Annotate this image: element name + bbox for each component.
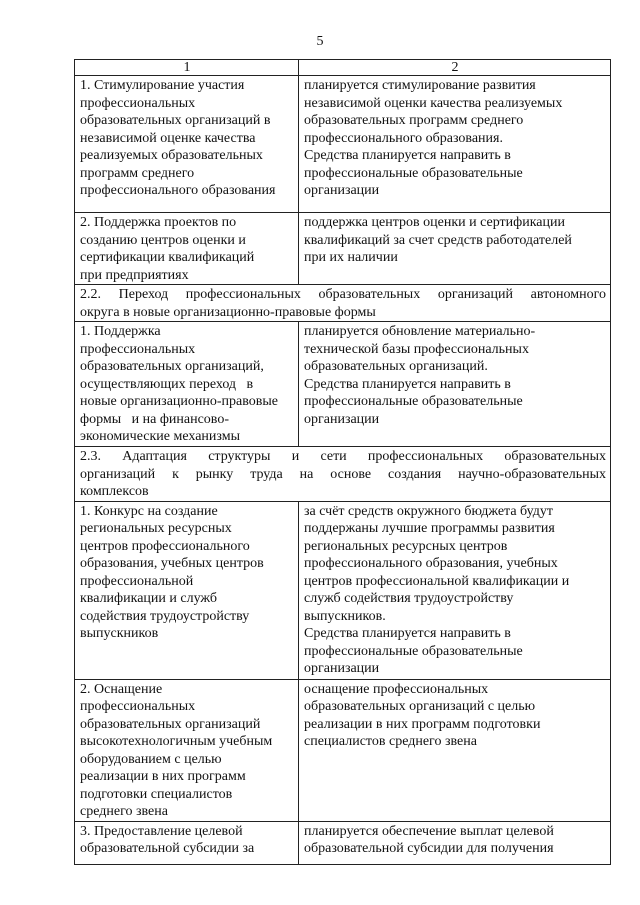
description-line: планируется стимулирование развития <box>304 78 536 93</box>
section-heading-line: 2.3. Адаптация структуры и сети профессиональных образовательных <box>80 449 606 464</box>
measure-line: новые организационно-правовые <box>80 394 278 409</box>
description-line: образовательной субсидии для получения <box>304 841 554 856</box>
table-row <box>75 213 611 285</box>
section-row <box>75 285 611 322</box>
description-line: Средства планируется направить в <box>304 148 511 163</box>
section-row <box>75 447 611 502</box>
description-line: планируется обновление материально- <box>304 324 536 339</box>
description-line: независимой оценки качества реализуемых <box>304 95 563 111</box>
measure-line: при предприятиях <box>80 267 189 283</box>
description-line: служб содействия трудоустройству <box>304 591 514 606</box>
description-line: Средства планируется направить в <box>304 376 511 392</box>
table-row <box>75 679 611 821</box>
description-cell <box>299 821 611 864</box>
table-header-row <box>75 60 611 76</box>
section-heading <box>75 447 611 502</box>
description-line: при их наличии <box>304 250 398 265</box>
description-line: организации <box>304 661 380 676</box>
table-row <box>75 821 611 864</box>
section-heading-line: 2.2. Переход профессиональных образовательных организаций автономного <box>80 287 606 302</box>
description-line: профессиональные образовательные <box>304 643 523 659</box>
measure-line: содействия трудоустройству <box>80 608 250 624</box>
description-line: региональных ресурсных центров <box>304 538 508 554</box>
measure-line: осуществляющих переход в <box>80 376 254 392</box>
description-line: поддержка центров оценки и сертификации <box>304 215 565 230</box>
table-row <box>75 322 611 447</box>
description-line: образовательных программ среднего <box>304 113 524 128</box>
table-row <box>75 76 611 213</box>
measure-line: реализации в них программ <box>80 769 246 784</box>
description-cell <box>299 76 611 213</box>
measure-line: профессионального образования <box>80 183 276 198</box>
description-line: выпускников. <box>304 608 386 624</box>
section-heading <box>75 285 611 322</box>
measure-line: высокотехнологичным учебным <box>80 734 273 749</box>
measure-line: 1. Поддержка <box>80 324 161 339</box>
column-header-2: 2 <box>299 60 611 76</box>
measure-cell <box>75 322 299 447</box>
description-line: профессиональные образовательные <box>304 394 523 409</box>
measure-line: центров профессионального <box>80 538 250 554</box>
description-line: квалификаций за счет средств работодателей <box>304 232 572 248</box>
column-header-1: 1 <box>75 60 299 76</box>
measure-line: квалификации и служб <box>80 591 218 606</box>
measure-line: 1. Стимулирование участия <box>80 78 245 93</box>
page-number: 5 <box>316 34 324 49</box>
description-line: специалистов среднего звена <box>304 734 477 749</box>
measure-line: выпускников <box>80 626 159 641</box>
description-line: центров профессиональной квалификации и <box>304 573 570 589</box>
measure-line: региональных ресурсных <box>80 521 232 536</box>
description-line: профессионального образования, учебных <box>304 556 558 571</box>
measure-line: образовательных организаций <box>80 716 261 732</box>
measure-line: 1. Конкурс на создание <box>80 503 218 519</box>
description-line: планируется обеспечение выплат целевой <box>304 823 554 839</box>
measure-line: 2. Оснащение <box>80 681 163 697</box>
description-line: реализации в них программ подготовки <box>304 716 541 732</box>
description-cell <box>299 679 611 821</box>
measure-line: среднего звена <box>80 804 168 819</box>
section-heading-line: организаций к рынку труда на основе создания научно-образовательных <box>80 466 606 482</box>
measure-line: профессиональных <box>80 95 196 111</box>
section-heading-line: округа в новые организационно-правовые формы <box>80 304 376 320</box>
description-line: образовательных организаций с целью <box>304 699 536 714</box>
measure-cell <box>75 501 299 679</box>
measure-line: профессиональной <box>80 573 194 589</box>
measure-line: подготовки специалистов <box>80 786 233 802</box>
measure-line: образовательных организаций, <box>80 359 264 374</box>
measure-line: образования, учебных центров <box>80 556 264 571</box>
table-row <box>75 501 611 679</box>
measure-cell <box>75 213 299 285</box>
measure-line: реализуемых образовательных <box>80 148 263 163</box>
measure-line: профессиональных <box>80 341 196 357</box>
description-line: образовательных организаций. <box>304 359 488 374</box>
description-cell <box>299 501 611 679</box>
measure-cell <box>75 821 299 864</box>
measure-line: созданию центров оценки и <box>80 232 246 248</box>
measure-line: оборудованием с целью <box>80 751 222 767</box>
description-cell <box>299 213 611 285</box>
section-heading-line: комплексов <box>80 484 149 499</box>
measure-line: экономические механизмы <box>80 429 241 444</box>
description-line: профессиональные образовательные <box>304 165 523 181</box>
measure-cell <box>75 76 299 213</box>
description-line: оснащение профессиональных <box>304 681 489 697</box>
description-line: за счёт средств окружного бюджета будут <box>304 503 553 519</box>
description-line: поддержаны лучшие программы развития <box>304 521 555 536</box>
description-line: организации <box>304 411 380 427</box>
description-line: профессионального образования. <box>304 130 503 146</box>
measure-line: формы и на финансово- <box>80 411 229 427</box>
description-cell <box>299 322 611 447</box>
measure-line: независимой оценке качества <box>80 130 256 146</box>
measure-line: 2. Поддержка проектов по <box>80 215 237 230</box>
measure-cell <box>75 679 299 821</box>
measure-line: образовательных организаций в <box>80 113 271 128</box>
description-line: Средства планируется направить в <box>304 626 511 641</box>
measure-line: образовательной субсидии за <box>80 841 255 856</box>
measure-line: сертификации квалификаций <box>80 250 255 265</box>
measure-line: программ среднего <box>80 165 195 181</box>
description-line: технической базы профессиональных <box>304 341 529 357</box>
measure-line: 3. Предоставление целевой <box>80 823 243 839</box>
description-line: организации <box>304 183 380 198</box>
document-table <box>74 59 611 865</box>
measure-line: профессиональных <box>80 699 196 714</box>
